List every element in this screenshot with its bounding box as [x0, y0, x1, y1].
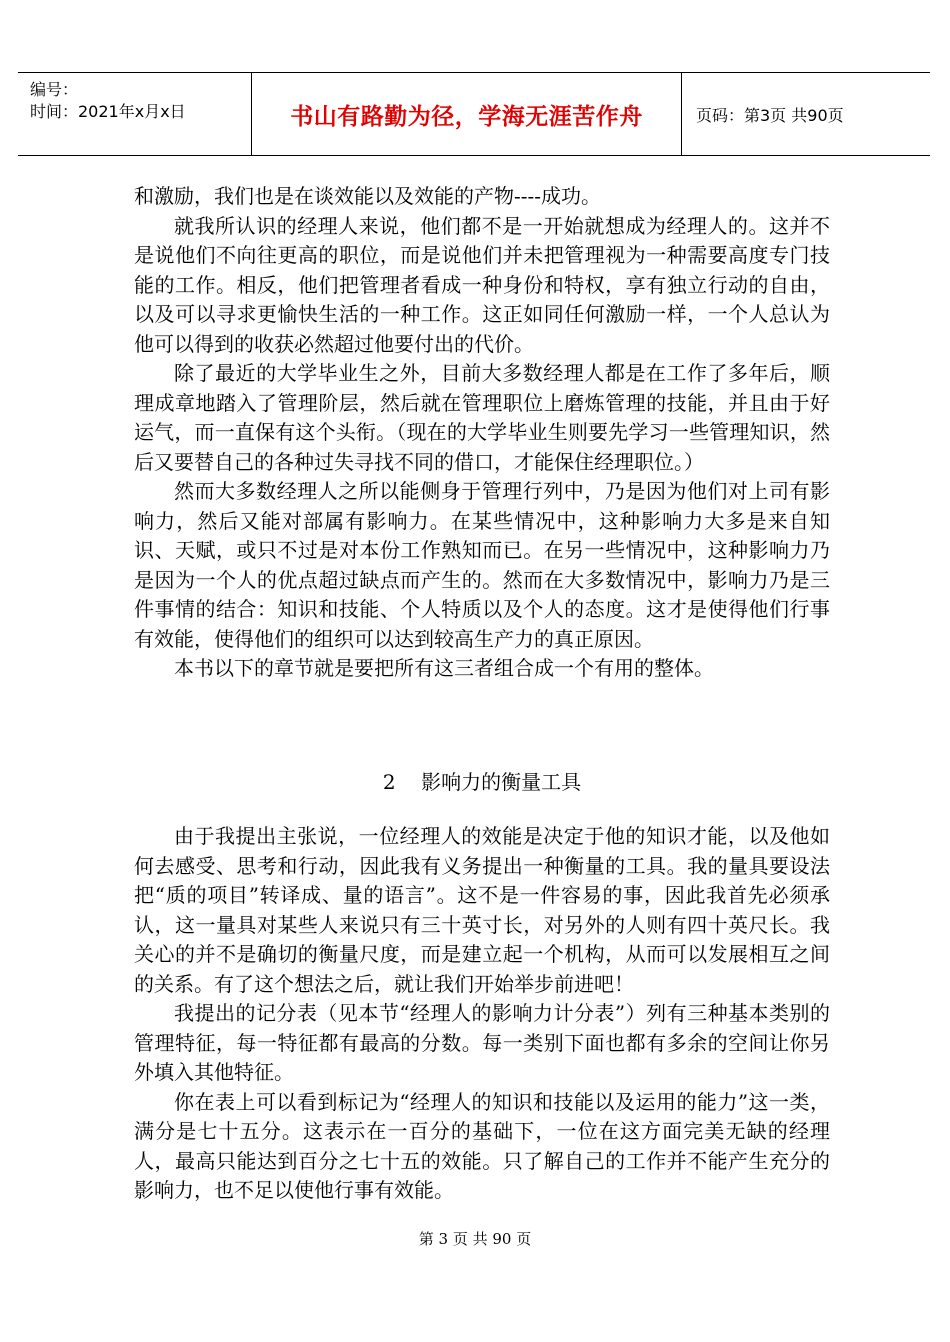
paragraph: 就我所认识的经理人来说，他们都不是一开始就想成为经理人的。这并不是说他们不向往更高的职位，而是说他们并未把管理视为一种需要高度专门技能的工作。相反，他们把管理者看成一种身份和特权，享有独立行动的自由，以及可以寻求更愉快生活的一种工作。这正如同任何激励一样，一个人总认为他可以得到的收获必然超过他要付出的代价。: [134, 213, 830, 356]
body-text-top: [134, 182, 830, 684]
paragraph: 你在表上可以看到标记为“经理人的知识和技能以及运用的能力”这一类，满分是七十五分。这表示在一百分的基础下，一位在这方面完美无缺的经理人，最高只能达到百分之七十五的效能。只了解自己的工作并不能产生充分的影响力，也不足以使他行事有效能。: [134, 1089, 830, 1202]
header-page-code: 页码：第3页 共90页: [696, 105, 844, 125]
section-heading: 2 影响力的衡量工具: [382, 770, 582, 794]
paragraph: 和激励，我们也是在谈效能以及效能的产物----成功。: [134, 184, 602, 208]
document-time-label: 时间：2021年x月x日: [30, 102, 186, 121]
document-number-label: 编号：: [30, 80, 79, 99]
page-header: [18, 72, 930, 156]
paragraph: 本书以下的章节就是要把所有这三者组合成一个有用的整体。: [174, 656, 714, 680]
paragraph: 我提出的记分表（见本节“经理人的影响力计分表”）列有三种基本类别的管理特征，每一特征都有最高的分数。每一类别下面也都有多余的空间让你另外填入其他特征。: [134, 1001, 830, 1084]
paragraph: 由于我提出主张说，一位经理人的效能是决定于他的知识才能，以及他如何去感受、思考和行动，因此我有义务提出一种衡量的工具。我的量具要设法把“质的项目”转译成、量的语言”。这不是一件容易的事，因此我首先必须承认，这一量具对某些人来说只有三十英寸长，对另外的人则有四十英尺长。我关心的并不是确切的衡量尺度，而是建立起一个机构，从而可以发展相互之间的关系。有了这个想法之后，就让我们开始举步前进吧！: [134, 824, 830, 996]
header-info-cell: [18, 73, 252, 155]
paragraph: 然而大多数经理人之所以能侧身于管理行列中，乃是因为他们对上司有影响力，然后又能对部属有影响力。在某些情况中，这种影响力大多是来自知识、天赋，或只不过是对本份工作熟知而已。在另一些情况中，这种影响力乃是因为一个人的优点超过缺点而产生的。然而在大多数情况中，影响力乃是三件事情的结合：知识和技能、个人特质以及个人的态度。这才是使得他们行事有效能，使得他们的组织可以达到较高生产力的真正原因。: [134, 479, 830, 651]
paragraph: 除了最近的大学毕业生之外，目前大多数经理人都是在工作了多年后，顺理成章地踏入了管理阶层，然后就在管理职位上磨炼管理的技能，并且由于好运气，而一直保有这个头衔。（现在的大学毕业生则要先学习一些管理知识，然后又要替自己的各种过失寻找不同的借口，才能保住经理职位。）: [134, 361, 830, 474]
body-text-bottom: [134, 822, 830, 1206]
page-footer: 第 3 页 共 90 页: [418, 1230, 532, 1248]
header-motto: 书山有路勤为径，学海无涯苦作舟: [252, 73, 682, 155]
